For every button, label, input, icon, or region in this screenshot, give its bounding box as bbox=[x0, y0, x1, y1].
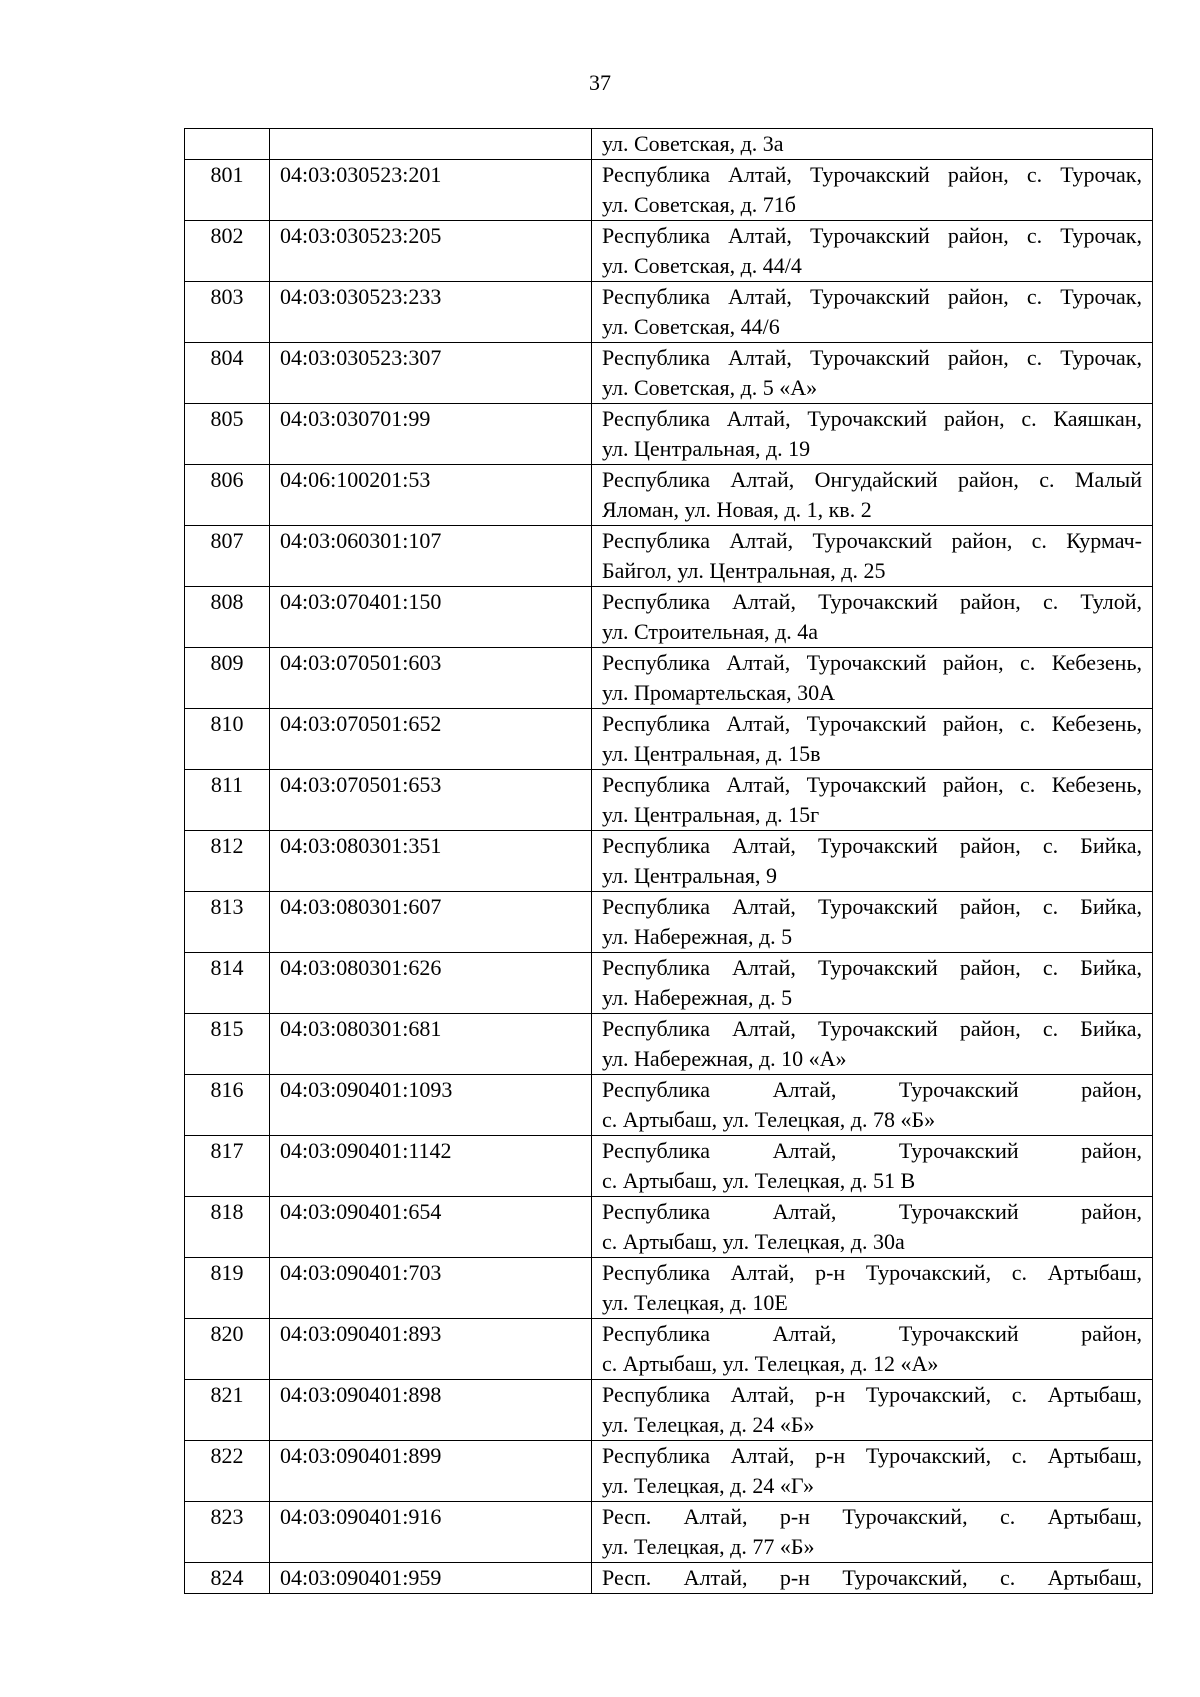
address-line: ул. Центральная, д. 15г bbox=[602, 802, 820, 827]
cadastral-number-cell: 04:03:060301:107 bbox=[270, 526, 592, 587]
address-cell bbox=[592, 404, 1153, 465]
row-number-cell: 803 bbox=[185, 282, 270, 343]
address-cell bbox=[592, 1014, 1153, 1075]
cadastral-number-cell: 04:03:070501:652 bbox=[270, 709, 592, 770]
address-cell bbox=[592, 1380, 1153, 1441]
row-number-cell bbox=[185, 129, 270, 160]
row-number-cell: 810 bbox=[185, 709, 270, 770]
row-number-cell: 819 bbox=[185, 1258, 270, 1319]
address-cell bbox=[592, 831, 1153, 892]
cadastral-number-cell: 04:03:090401:703 bbox=[270, 1258, 592, 1319]
address-cell bbox=[592, 1197, 1153, 1258]
address-cell bbox=[592, 1136, 1153, 1197]
address-line: Республика Алтай, р-н Турочакский, с. Артыбаш, bbox=[602, 1443, 1142, 1468]
row-number-cell: 807 bbox=[185, 526, 270, 587]
address-line: ул. Промартельская, 30А bbox=[602, 680, 836, 705]
address-line: Республика Алтай, Турочакский район, с. Кебезень, bbox=[602, 772, 1142, 797]
cadastral-number-cell: 04:03:090401:654 bbox=[270, 1197, 592, 1258]
address-line: ул. Набережная, д. 5 bbox=[602, 985, 793, 1010]
address-cell bbox=[592, 1075, 1153, 1136]
address-line: Республика Алтай, р-н Турочакский, с. Артыбаш, bbox=[602, 1260, 1142, 1285]
row-number-cell: 812 bbox=[185, 831, 270, 892]
address-line: Байгол, ул. Центральная, д. 25 bbox=[602, 558, 886, 583]
address-cell bbox=[592, 129, 1153, 160]
table-row bbox=[185, 1014, 1153, 1075]
table-row bbox=[185, 709, 1153, 770]
address-line: Республика Алтай, Турочакский район, с. Тулой, bbox=[602, 589, 1142, 614]
table-row bbox=[185, 831, 1153, 892]
address-line: Респ. Алтай, р-н Турочакский, с. Артыбаш, bbox=[602, 1565, 1142, 1590]
cadastral-number-cell: 04:03:090401:899 bbox=[270, 1441, 592, 1502]
address-cell bbox=[592, 1502, 1153, 1563]
address-line: Республика Алтай, Турочакский район, bbox=[602, 1138, 1142, 1163]
cadastral-number-cell: 04:03:090401:1093 bbox=[270, 1075, 592, 1136]
address-cell bbox=[592, 160, 1153, 221]
table-row bbox=[185, 404, 1153, 465]
address-line: ул. Телецкая, д. 10Е bbox=[602, 1290, 788, 1315]
address-cell bbox=[592, 1563, 1153, 1594]
cadastral-number-cell: 04:03:090401:916 bbox=[270, 1502, 592, 1563]
table-row bbox=[185, 1441, 1153, 1502]
address-line: Республика Алтай, Турочакский район, с. Турочак, bbox=[602, 223, 1142, 248]
row-number-cell: 822 bbox=[185, 1441, 270, 1502]
address-line: ул. Советская, д. 44/4 bbox=[602, 253, 802, 278]
table-row bbox=[185, 1502, 1153, 1563]
row-number-cell: 806 bbox=[185, 465, 270, 526]
row-number-cell: 814 bbox=[185, 953, 270, 1014]
address-cell bbox=[592, 587, 1153, 648]
address-line: Республика Алтай, Турочакский район, с. Кебезень, bbox=[602, 650, 1142, 675]
cadastral-number-cell: 04:03:030523:307 bbox=[270, 343, 592, 404]
row-number-cell: 802 bbox=[185, 221, 270, 282]
cadastral-number-cell: 04:03:090401:959 bbox=[270, 1563, 592, 1594]
address-cell bbox=[592, 1319, 1153, 1380]
cadastral-number-cell: 04:03:070501:603 bbox=[270, 648, 592, 709]
row-number-cell: 813 bbox=[185, 892, 270, 953]
row-number-cell: 816 bbox=[185, 1075, 270, 1136]
address-cell bbox=[592, 221, 1153, 282]
table-row bbox=[185, 1136, 1153, 1197]
address-cell bbox=[592, 953, 1153, 1014]
address-line: Республика Алтай, Турочакский район, с. Кебезень, bbox=[602, 711, 1142, 736]
address-line: с. Артыбаш, ул. Телецкая, д. 12 «А» bbox=[602, 1351, 939, 1376]
cadastral-number-cell: 04:03:090401:898 bbox=[270, 1380, 592, 1441]
table-row bbox=[185, 1197, 1153, 1258]
table-row bbox=[185, 465, 1153, 526]
cadastral-number-cell: 04:03:080301:351 bbox=[270, 831, 592, 892]
address-line: Республика Алтай, Турочакский район, с. Бийка, bbox=[602, 833, 1142, 858]
table-row bbox=[185, 1380, 1153, 1441]
table-row bbox=[185, 648, 1153, 709]
address-line: ул. Советская, д. 5 «А» bbox=[602, 375, 818, 400]
address-cell bbox=[592, 282, 1153, 343]
cadastral-number-cell bbox=[270, 129, 592, 160]
address-line: ул. Телецкая, д. 24 «Г» bbox=[602, 1473, 814, 1498]
address-line: Республика Алтай, Турочакский район, с. Бийка, bbox=[602, 894, 1142, 919]
table-row bbox=[185, 892, 1153, 953]
address-line: Республика Алтай, Турочакский район, с. Бийка, bbox=[602, 955, 1142, 980]
page-number: 37 bbox=[589, 70, 611, 95]
cadastral-number-cell: 04:03:070501:653 bbox=[270, 770, 592, 831]
table-row bbox=[185, 160, 1153, 221]
address-line: с. Артыбаш, ул. Телецкая, д. 30а bbox=[602, 1229, 905, 1254]
address-cell bbox=[592, 770, 1153, 831]
address-line: Республика Алтай, Турочакский район, с. Каяшкан, bbox=[602, 406, 1142, 431]
row-number-cell: 824 bbox=[185, 1563, 270, 1594]
table-row bbox=[185, 526, 1153, 587]
address-line: ул. Советская, д. 3а bbox=[602, 131, 784, 156]
address-line: ул. Центральная, д. 15в bbox=[602, 741, 821, 766]
row-number-cell: 818 bbox=[185, 1197, 270, 1258]
row-number-cell: 815 bbox=[185, 1014, 270, 1075]
cadastral-number-cell: 04:03:070401:150 bbox=[270, 587, 592, 648]
address-cell bbox=[592, 465, 1153, 526]
cadastral-number-cell: 04:03:080301:681 bbox=[270, 1014, 592, 1075]
address-line: ул. Телецкая, д. 24 «Б» bbox=[602, 1412, 815, 1437]
table-row bbox=[185, 770, 1153, 831]
address-line: Республика Алтай, Турочакский район, с. Турочак, bbox=[602, 284, 1142, 309]
address-cell bbox=[592, 892, 1153, 953]
address-line: Республика Алтай, Турочакский район, bbox=[602, 1321, 1142, 1346]
address-line: ул. Строительная, д. 4а bbox=[602, 619, 819, 644]
row-number-cell: 823 bbox=[185, 1502, 270, 1563]
cadastral-number-cell: 04:03:080301:607 bbox=[270, 892, 592, 953]
row-number-cell: 801 bbox=[185, 160, 270, 221]
address-line: Республика Алтай, Турочакский район, с. Курмач- bbox=[602, 528, 1142, 553]
address-cell bbox=[592, 1258, 1153, 1319]
row-number-cell: 820 bbox=[185, 1319, 270, 1380]
table-row bbox=[185, 1319, 1153, 1380]
cadastral-number-cell: 04:03:090401:1142 bbox=[270, 1136, 592, 1197]
address-line: ул. Набережная, д. 10 «А» bbox=[602, 1046, 847, 1071]
row-number-cell: 811 bbox=[185, 770, 270, 831]
address-cell bbox=[592, 526, 1153, 587]
row-number-cell: 805 bbox=[185, 404, 270, 465]
cadastral-number-cell: 04:03:080301:626 bbox=[270, 953, 592, 1014]
cadastral-number-cell: 04:03:030523:205 bbox=[270, 221, 592, 282]
row-number-cell: 804 bbox=[185, 343, 270, 404]
table-row bbox=[185, 1258, 1153, 1319]
table-row bbox=[185, 343, 1153, 404]
address-line: ул. Набережная, д. 5 bbox=[602, 924, 793, 949]
cadastral-number-cell: 04:03:090401:893 bbox=[270, 1319, 592, 1380]
address-line: ул. Телецкая, д. 77 «Б» bbox=[602, 1534, 815, 1559]
address-line: Республика Алтай, Турочакский район, с. Турочак, bbox=[602, 162, 1142, 187]
address-line: Респ. Алтай, р-н Турочакский, с. Артыбаш, bbox=[602, 1504, 1142, 1529]
property-registry-table bbox=[184, 128, 1153, 1594]
address-cell bbox=[592, 343, 1153, 404]
address-line: ул. Советская, 44/6 bbox=[602, 314, 780, 339]
address-line: Республика Алтай, Турочакский район, с. Турочак, bbox=[602, 345, 1142, 370]
table-row bbox=[185, 587, 1153, 648]
address-line: с. Артыбаш, ул. Телецкая, д. 78 «Б» bbox=[602, 1107, 936, 1132]
address-line: ул. Советская, д. 71б bbox=[602, 192, 796, 217]
address-line: Республика Алтай, р-н Турочакский, с. Артыбаш, bbox=[602, 1382, 1142, 1407]
table-row bbox=[185, 282, 1153, 343]
table-row bbox=[185, 221, 1153, 282]
address-line: Республика Алтай, Турочакский район, bbox=[602, 1199, 1142, 1224]
row-number-cell: 817 bbox=[185, 1136, 270, 1197]
cadastral-number-cell: 04:03:030523:201 bbox=[270, 160, 592, 221]
row-number-cell: 808 bbox=[185, 587, 270, 648]
table-row bbox=[185, 1075, 1153, 1136]
address-line: Республика Алтай, Онгудайский район, с. Малый bbox=[602, 467, 1142, 492]
address-line: с. Артыбаш, ул. Телецкая, д. 51 В bbox=[602, 1168, 916, 1193]
row-number-cell: 809 bbox=[185, 648, 270, 709]
cadastral-number-cell: 04:03:030523:233 bbox=[270, 282, 592, 343]
address-line: Республика Алтай, Турочакский район, с. Бийка, bbox=[602, 1016, 1142, 1041]
address-cell bbox=[592, 648, 1153, 709]
cadastral-number-cell: 04:06:100201:53 bbox=[270, 465, 592, 526]
cadastral-number-cell: 04:03:030701:99 bbox=[270, 404, 592, 465]
address-cell bbox=[592, 1441, 1153, 1502]
table-row-continued bbox=[185, 129, 1153, 160]
registry-table-body bbox=[185, 129, 1153, 1594]
address-line: Яломан, ул. Новая, д. 1, кв. 2 bbox=[602, 497, 872, 522]
table-row bbox=[185, 953, 1153, 1014]
address-line: ул. Центральная, 9 bbox=[602, 863, 777, 888]
row-number-cell: 821 bbox=[185, 1380, 270, 1441]
address-line: Республика Алтай, Турочакский район, bbox=[602, 1077, 1142, 1102]
address-line: ул. Центральная, д. 19 bbox=[602, 436, 811, 461]
address-cell bbox=[592, 709, 1153, 770]
table-row bbox=[185, 1563, 1153, 1594]
